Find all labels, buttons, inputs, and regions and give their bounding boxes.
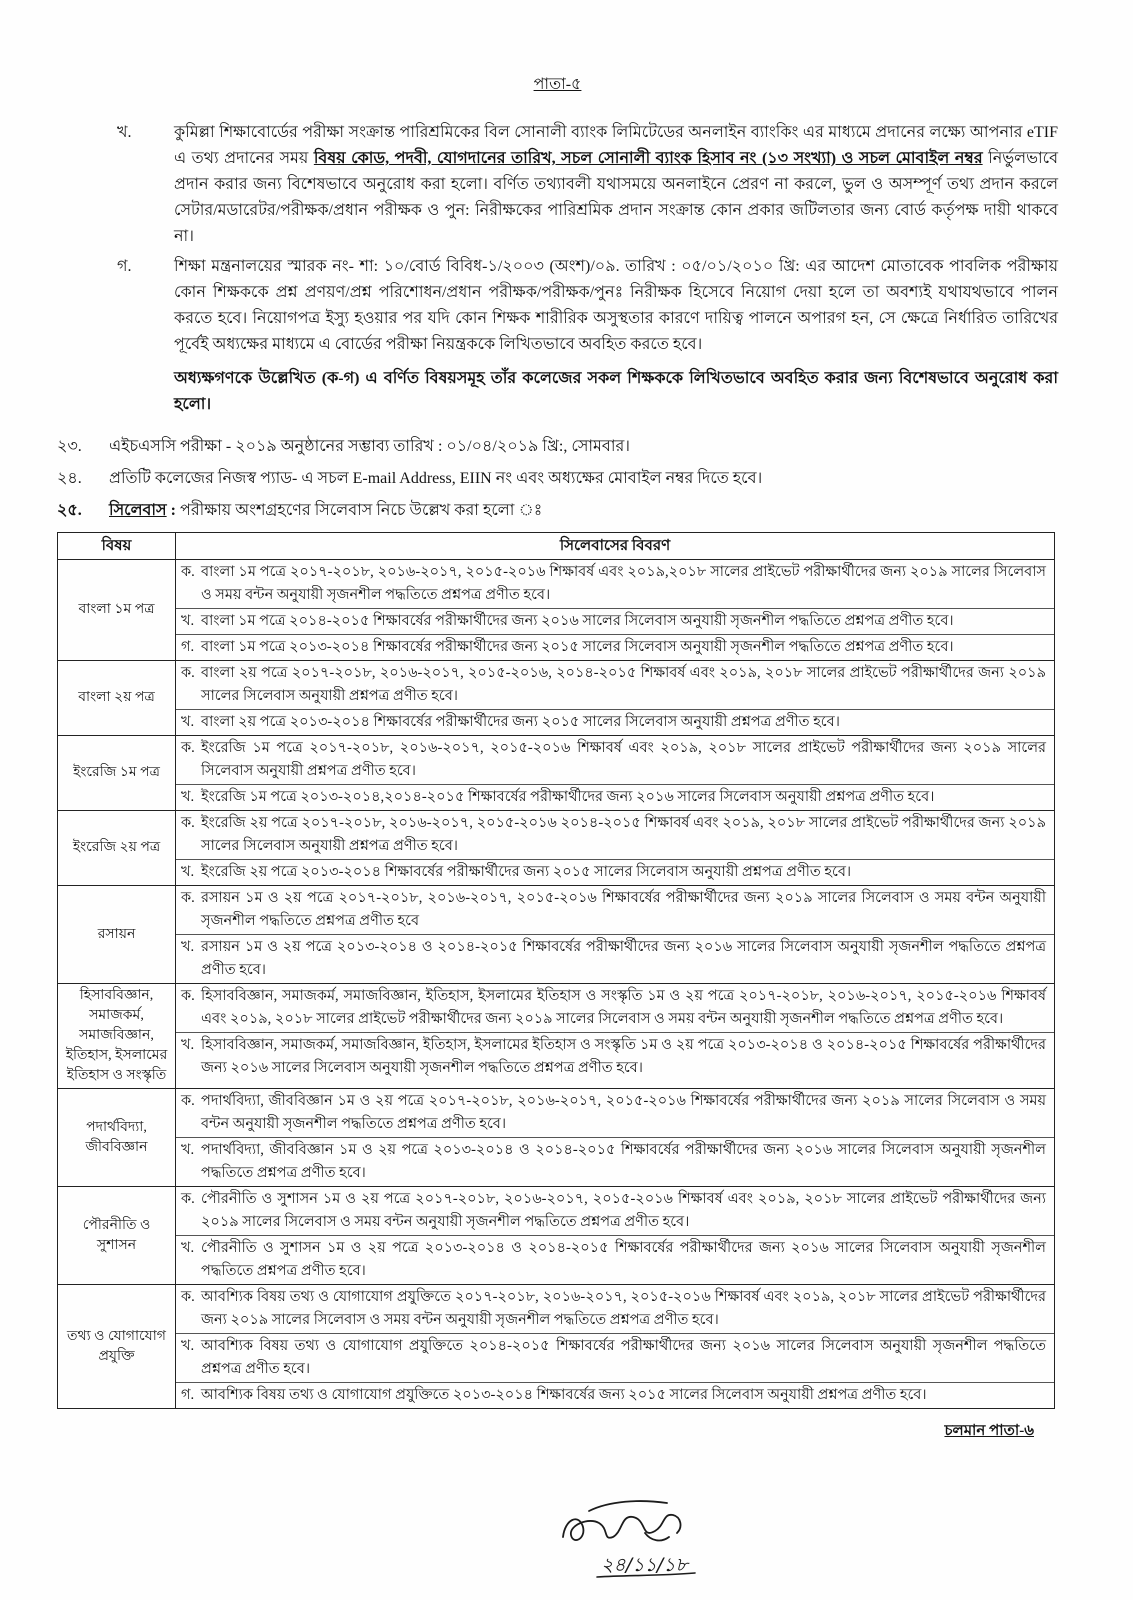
item-label: ক. [181, 890, 195, 906]
item-text: পদার্থবিদ্যা, জীববিজ্ঞান ১ম ও ২য় পত্রে ২০১৩-২০১৪ ও ২০১৪-২০১৫ শিক্ষাবর্ষের পরীক্ষার্থীদের জন্য ২০১৬ সালের সিলেবাস অনুযায়ী সৃজনশীল পদ্ধতিতে প্রশ্নপত্র প্রণীত হবে। [201, 1142, 1046, 1181]
signature [549, 1493, 709, 1589]
table-header-row [58, 533, 1055, 560]
syllabus-item [176, 560, 1054, 608]
syllabus-item [176, 1285, 1054, 1333]
table-row [58, 1187, 1055, 1285]
syllabus-item [176, 934, 1054, 983]
syllabus-item [176, 1333, 1054, 1382]
syllabus-item [176, 1089, 1054, 1137]
item-text: বাংলা ১ম পত্রে ২০১৭-২০১৮, ২০১৬-২০১৭, ২০১৫-২০১৬ শিক্ষাবর্ষ এবং ২০১৯,২০১৮ সালের প্রাইভেট পরীক্ষার্থীদের জন্য ২০১৯ সালের সিলেবাস ও সময় বন্টন অনুযায়ী সৃজনশীল পদ্ধতিতে প্রশ্নপত্র প্রণীত হবে। [201, 564, 1046, 603]
item-text: আবশ্যিক বিষয় তথ্য ও যোগাযোগ প্রযুক্তিতে ২০১৪-২০১৫ শিক্ষাবর্ষের পরীক্ষার্থীদের জন্য ২০১৬ সালের সিলেবাস অনুযায়ী সৃজনশীল পদ্ধতিতে প্রশ্নপত্র প্রণীত হবে। [201, 1338, 1046, 1377]
subject-cell: তথ্য ও যোগাযোগ প্রযুক্তি [58, 1285, 176, 1409]
syllabus-item [176, 1382, 1054, 1408]
item-label: গ. [181, 1387, 195, 1403]
signature-scrawl [563, 1501, 680, 1540]
principal-request: অধ্যক্ষগণকে উল্লেখিত (ক-গ) এ বর্ণিত বিষয়সমূহ তাঁর কলেজের সকল শিক্ষককে লিখিতভাবে অবহিত করার জন্য বিশেষভাবে অনুরোধ করা হলো। [174, 370, 1058, 413]
clause-text: শিক্ষা মন্ত্রনালয়ের স্মারক নং- শা: ১০/বোর্ড বিবিধ-১/২০০৩ (অংশ)/০৯. তারিখ : ০৫/০১/২০১০ খ্রি: এর আদেশ মোতাবেক পাবলিক পরীক্ষায় কোন শিক্ষককে প্রশ্ন প্রণয়ণ/প্রশ্ন পরিশোধন/প্রধান পরীক্ষক/পরীক্ষক/পুনঃ নিরীক্ষক হিসেবে নিয়োগ দেয়া হলে তা অবশ্যই যথাযথভাবে পালন করতে হবে। নিয়োগপত্র ইস্যু হওয়ার পর যদি কোন শিক্ষক শারীরিক অসুস্থতার কারণে দায়িত্ব পালনে অপারগ হন, সে ক্ষেত্রে নির্ধারিত তারিখের পূর্বেই অধ্যক্ষের মাধ্যমে এ বোর্ডের পরীক্ষা নিয়ন্ত্রককে লিখিতভাবে অবহিত করতে হবে। [174, 258, 1058, 353]
item-label: খ. [181, 939, 195, 955]
clause-label: গ. [117, 258, 132, 275]
syllabus-item [176, 984, 1054, 1032]
subject-cell: বাংলা ২য় পত্র [58, 661, 176, 736]
table-row [58, 886, 1055, 984]
item-label: ক. [181, 815, 195, 831]
clause-ga [117, 254, 1058, 358]
clause-kha [117, 120, 1058, 250]
item-label: ক. [181, 1191, 195, 1207]
subject-cell: বাংলা ১ম পত্র [58, 560, 176, 661]
item-label: খ. [181, 1240, 195, 1256]
point-text: এইচএসসি পরীক্ষা - ২০১৯ অনুষ্ঠানের সম্ভাব্য তারিখ : ০১/০৪/২০১৯ খ্রি:, সোমবার। [109, 438, 630, 455]
clause-label: খ. [117, 124, 132, 141]
item-text: হিসাববিজ্ঞান, সমাজকর্ম, সমাজবিজ্ঞান, ইতিহাস, ইসলামের ইতিহাস ও সংস্কৃতি ১ম ও ২য় পত্রে ২০১৩-২০১৪ ও ২০১৪-২০১৫ শিক্ষাবর্ষের পরীক্ষার্থীদের জন্য ২০১৬ সালের সিলেবাস অনুযায়ী সৃজনশীল পদ্ধতিতে প্রশ্নপত্র প্রণীত হবে। [201, 1037, 1046, 1076]
item-text: রসায়ন ১ম ও ২য় পত্রে ২০১৭-২০১৮, ২০১৬-২০১৭, ২০১৫-২০১৬ শিক্ষাবর্ষের পরীক্ষার্থীদের জন্য ২০১৯ সালের সিলেবাস ও সময় বন্টন অনুযায়ী সৃজনশীল পদ্ধতিতে প্রশ্নপত্র প্রণীত হবে [201, 890, 1046, 929]
syllabus-item [176, 736, 1054, 784]
item-text: ইংরেজি ২য় পত্রে ২০১৭-২০১৮, ২০১৬-২০১৭, ২০১৫-২০১৬ ২০১৪-২০১৫ শিক্ষাবর্ষ এবং ২০১৯, ২০১৮ সালের প্রাইভেট পরীক্ষার্থীদের জন্য ২০১৯ সালের সিলেবাস অনুযায়ী প্রশ্নপত্র প্রণীত হবে। [201, 815, 1046, 854]
syllabus-item [176, 811, 1054, 859]
syllabus-item [176, 886, 1054, 934]
item-text: পৌরনীতি ও সুশাসন ১ম ও ২য় পত্রে ২০১৭-২০১৮, ২০১৬-২০১৭, ২০১৫-২০১৬ শিক্ষাবর্ষ এবং ২০১৯, ২০১৮ সালের প্রাইভেট পরীক্ষার্থীদের জন্য ২০১৯ সালের সিলেবাস ও সময় বন্টন অনুযায়ী সৃজনশীল পদ্ধতিতে প্রশ্নপত্র প্রণীত হবে। [201, 1191, 1046, 1230]
point-25 [57, 500, 1058, 522]
table-row [58, 661, 1055, 736]
signature-date: ২৪/১১/১৮ [601, 1554, 688, 1576]
details-cell [176, 886, 1055, 984]
item-text: রসায়ন ১ম ও ২য় পত্রে ২০১৩-২০১৪ ও ২০১৪-২০১৫ শিক্ষাবর্ষের পরীক্ষার্থীদের জন্য ২০১৬ সালের সিলেবাস অনুযায়ী সৃজনশীল পদ্ধতিতে প্রশ্নপত্র প্রণীত হবে। [201, 939, 1046, 978]
continuation-note [57, 1421, 1058, 1441]
item-text: ইংরেজি ১ম পত্রে ২০১৭-২০১৮, ২০১৬-২০১৭, ২০১৫-২০১৬ শিক্ষাবর্ষ এবং ২০১৯, ২০১৮ সালের প্রাইভেট পরীক্ষার্থীদের জন্য ২০১৯ সালের সিলেবাস অনুযায়ী প্রশ্নপত্র প্রণীত হবে। [201, 740, 1046, 779]
point-body: পরীক্ষায় অংশগ্রহণের সিলেবাস নিচে উল্লেখ করা হলো ঃ [175, 502, 543, 519]
page-number [57, 74, 1058, 96]
item-label: ক. [181, 1093, 195, 1109]
item-label: ক. [181, 740, 195, 756]
details-cell [176, 661, 1055, 736]
item-label: খ. [181, 864, 195, 880]
item-text: বাংলা ১ম পত্রে ২০১৪-২০১৫ শিক্ষাবর্ষের পরীক্ষার্থীদের জন্য ২০১৬ সালের সিলেবাস অনুযায়ী সৃজনশীল পদ্ধতিতে প্রশ্নপত্র প্রণীত হবে। [201, 613, 954, 629]
syllabus-item [176, 784, 1054, 810]
details-cell [176, 736, 1055, 811]
syllabus-table [57, 532, 1055, 1409]
item-label: খ. [181, 613, 195, 629]
syllabus-item [176, 1137, 1054, 1186]
point-text [109, 500, 1058, 522]
subject-cell: পদার্থবিদ্যা, জীববিজ্ঞান [58, 1089, 176, 1187]
details-cell [176, 811, 1055, 886]
table-row [58, 1285, 1055, 1409]
item-label: ক. [181, 665, 195, 681]
table-row [58, 984, 1055, 1089]
details-cell [176, 1089, 1055, 1187]
signature-drawing [549, 1493, 709, 1589]
subject-cell: ইংরেজি ২য় পত্র [58, 811, 176, 886]
header-details: সিলেবাসের বিবরণ [176, 533, 1055, 560]
point-24 [57, 468, 1058, 490]
point-23 [57, 436, 1058, 458]
item-label: খ. [181, 789, 195, 805]
point-heading: সিলেবাস [109, 502, 167, 519]
subject-cell: ইংরেজি ১ম পত্র [58, 736, 176, 811]
syllabus-item [176, 1235, 1054, 1284]
item-text: পদার্থবিদ্যা, জীববিজ্ঞান ১ম ও ২য় পত্রে ২০১৭-২০১৮, ২০১৬-২০১৭, ২০১৫-২০১৬ শিক্ষাবর্ষের পরীক্ষার্থীদের জন্য ২০১৯ সালের সিলেবাস ও সময় বন্টন অনুযায়ী সৃজনশীল পদ্ধতিতে প্রশ্নপত্র প্রণীত হবে। [201, 1093, 1046, 1132]
item-label: ক. [181, 1289, 195, 1305]
point-number: ২৩. [57, 438, 82, 455]
point-number: ২৪. [57, 470, 82, 487]
clause-text [174, 120, 1058, 250]
point-colon: : [170, 502, 176, 519]
details-cell [176, 1187, 1055, 1285]
details-cell [176, 984, 1055, 1089]
item-text: আবশ্যিক বিষয় তথ্য ও যোগাযোগ প্রযুক্তিতে ২০১৩-২০১৪ শিক্ষাবর্ষের জন্য ২০১৫ সালের সিলেবাস অনুযায়ী প্রশ্নপত্র প্রণীত হবে। [201, 1387, 927, 1403]
numbered-points [57, 436, 1058, 522]
syllabus-item [176, 709, 1054, 735]
item-text: ইংরেজি ২য় পত্রে ২০১৩-২০১৪ শিক্ষাবর্ষের পরীক্ষার্থীদের জন্য ২০১৫ সালের সিলেবাস অনুযায়ী প্রশ্নপত্র প্রণীত হবে। [201, 864, 852, 880]
continuation-text: চলমান পাতা-৬ [944, 1423, 1034, 1439]
clause-text-before: কুমিল্লা শিক্ষাবোর্ডের পরীক্ষা সংক্রান্ত পারিশ্রমিকের বিল সোনালী ব্যাংক লিমিটেডের অনলাইন ব্যাংকিং এর মাধ্যমে প্রদানের লক্ষ্যে আপনার eTIF এ তথ্য প্রদানের সময় [174, 124, 1058, 167]
item-text: বাংলা ২য় পত্রে ২০১৭-২০১৮, ২০১৬-২০১৭, ২০১৫-২০১৬, ২০১৪-২০১৫ শিক্ষাবর্ষ এবং ২০১৯, ২০১৮ সালের প্রাইভেট পরীক্ষার্থীদের জন্য ২০১৯ সালের সিলেবাস অনুযায়ী প্রশ্নপত্র প্রণীত হবে। [201, 665, 1046, 704]
syllabus-item [176, 661, 1054, 709]
item-text: পৌরনীতি ও সুশাসন ১ম ও ২য় পত্রে ২০১৩-২০১৪ ও ২০১৪-২০১৫ শিক্ষাবর্ষের পরীক্ষার্থীদের জন্য ২০১৬ সালের সিলেবাস অনুযায়ী সৃজনশীল পদ্ধতিতে প্রশ্নপত্র প্রণীত হবে। [201, 1240, 1046, 1279]
item-label: খ. [181, 1037, 195, 1053]
item-label: খ. [181, 1338, 195, 1354]
table-row [58, 736, 1055, 811]
item-label: খ. [181, 714, 195, 730]
item-label: গ. [181, 639, 195, 655]
item-text: বাংলা ১ম পত্রে ২০১৩-২০১৪ শিক্ষাবর্ষের পরীক্ষার্থীদের জন্য ২০১৫ সালের সিলেবাস অনুযায়ী সৃজনশীল পদ্ধতিতে প্রশ্নপত্র প্রণীত হবে। [201, 639, 954, 655]
point-number: ২৫. [57, 502, 82, 519]
subject-cell: পৌরনীতি ও সুশাসন [58, 1187, 176, 1285]
clause-text-after: নির্ভুলভাবে প্রদান করার জন্য বিশেষভাবে অনুরোধ করা হলো। বর্ণিত তথ্যাবলী যথাসময়ে অনলাইনে প্রেরণ না করলে, ভুল ও অসম্পূর্ণ তথ্য প্রদান করলে সেটার/মডারেটর/পরীক্ষক/প্রধান পরীক্ষক ও পুন: নিরীক্ষকের পারিশ্রমিক প্রদান সংক্রান্ত কোন প্রকার জটিলতার জন্য বোর্ড কর্তৃপক্ষ দায়ী থাকবে না। [174, 150, 1058, 245]
details-cell [176, 1285, 1055, 1409]
item-label: খ. [181, 1142, 195, 1158]
point-text: প্রতিটি কলেজের নিজস্ব প্যাড- এ সচল E-mail Address, EIIN নং এবং অধ্যক্ষের মোবাইল নম্বর দিতে হবে। [109, 470, 763, 487]
syllabus-item [176, 634, 1054, 660]
header-subject: বিষয় [58, 533, 176, 560]
subject-cell: হিসাববিজ্ঞান, সমাজকর্ম, সমাজবিজ্ঞান, ইতিহাস, ইসলামের ইতিহাস ও সংস্কৃতি [58, 984, 176, 1089]
syllabus-item [176, 859, 1054, 885]
table-row [58, 560, 1055, 661]
details-cell [176, 560, 1055, 661]
item-text: হিসাববিজ্ঞান, সমাজকর্ম, সমাজবিজ্ঞান, ইতিহাস, ইসলামের ইতিহাস ও সংস্কৃতি ১ম ও ২য় পত্রে ২০১৭-২০১৮, ২০১৬-২০১৭, ২০১৫-২০১৬ শিক্ষাবর্ষ এবং ২০১৯, ২০১৮ সালের প্রাইভেট পরীক্ষার্থীদের জন্য ২০১৯ সালের সিলেবাস ও সময় বন্টন অনুযায়ী সৃজনশীল পদ্ধতিতে প্রশ্নপত্র প্রণীত হবে। [201, 988, 1046, 1027]
table-row [58, 811, 1055, 886]
item-text: বাংলা ২য় পত্রে ২০১৩-২০১৪ শিক্ষাবর্ষের পরীক্ষার্থীদের জন্য ২০১৫ সালের সিলেবাস অনুযায়ী প্রশ্নপত্র প্রণীত হবে। [201, 714, 840, 730]
syllabus-item [176, 608, 1054, 634]
syllabus-item [176, 1187, 1054, 1235]
item-text: আবশ্যিক বিষয় তথ্য ও যোগাযোগ প্রযুক্তিতে ২০১৭-২০১৮, ২০১৬-২০১৭, ২০১৫-২০১৬ শিক্ষাবর্ষ এবং ২০১৯, ২০১৮ সালের প্রাইভেট পরীক্ষার্থীদের জন্য ২০১৯ সালের সিলেবাস ও সময় বন্টন অনুযায়ী সৃজনশীল পদ্ধতিতে প্রশ্নপত্র প্রণীত হবে। [201, 1289, 1046, 1328]
item-label: ক. [181, 988, 195, 1004]
page-number-text: পাতা-৫ [533, 76, 582, 93]
item-text: ইংরেজি ১ম পত্রে ২০১৩-২০১৪,২০১৪-২০১৫ শিক্ষাবর্ষের পরীক্ষার্থীদের জন্য ২০১৬ সালের সিলেবাস অনুযায়ী প্রশ্নপত্র প্রণীত হবে। [201, 789, 935, 805]
table-row [58, 1089, 1055, 1187]
item-label: ক. [181, 564, 195, 580]
subject-cell: রসায়ন [58, 886, 176, 984]
clause-emphasis: বিষয় কোড, পদবী, যোগদানের তারিখ, সচল সোনালী ব্যাংক হিসাব নং (১৩ সংখ্যা) ও সচল মোবাইল নম্বর [313, 150, 983, 167]
syllabus-item [176, 1032, 1054, 1081]
